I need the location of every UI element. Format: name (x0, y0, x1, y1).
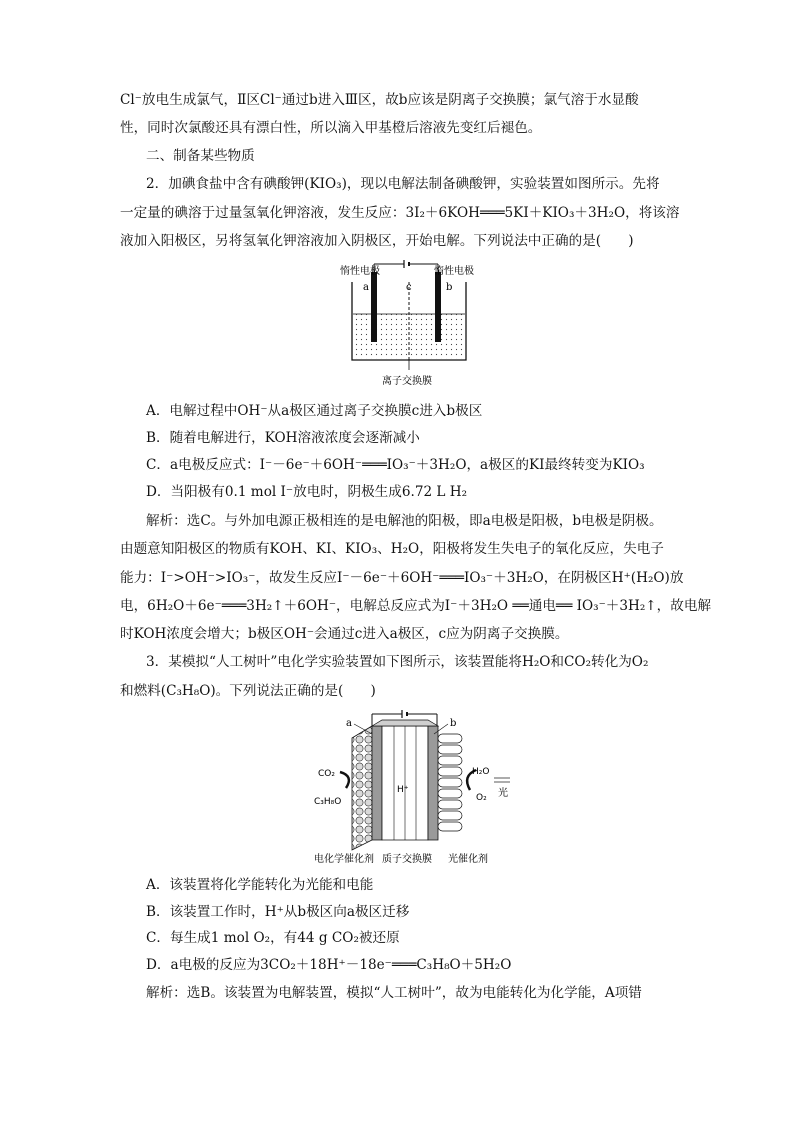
label-c: c (406, 282, 412, 293)
label-a: a (363, 282, 369, 293)
label-a: a (346, 718, 352, 729)
q2-analysis-line: 由题意知阳极区的物质有KOH、KI、KIO₃、H₂O，阳极将发生失电子的氧化反应，失电子 (120, 541, 664, 557)
c3h8o-label: C₃H₈O (314, 797, 342, 807)
q3-option-a: A．该装置将化学能转化为光能和电能 (146, 877, 374, 893)
paragraph-line: Cl⁻放电生成氯气，Ⅱ区Cl⁻通过b进入Ⅲ区，故b应该是阴离子交换膜；氯气溶于水显酸 (120, 92, 639, 108)
section-title: 二、制备某些物质 (146, 148, 255, 164)
label-b: b (450, 718, 457, 729)
q3-stem-line: 3．某模拟“人工树叶”电化学实验装置如下图所示，该装置能将H₂O和CO₂转化为O₂ (146, 654, 649, 670)
o2-label: O₂ (476, 793, 487, 803)
q3-option-d: D．a电极的反应为3CO₂＋18H⁺－18e⁻═══C₃H₈O＋5H₂O (146, 957, 512, 973)
right-electrode-label: 惰性电极 (434, 266, 474, 277)
q2-option-d: D．当阳极有0.1 mol I⁻放电时，阴极生成6.72 L H₂ (146, 484, 468, 500)
q2-stem-line: 一定量的碘溶于过量氢氧化钾溶液，发生反应：3I₂＋6KOH═══5KI＋KIO₃＋3H₂O，将该溶 (120, 205, 680, 221)
h-plus-label: H⁺ (397, 785, 409, 795)
q2-analysis-line: 能力：I⁻>OH⁻>IO₃⁻，故发生反应I⁻－6e⁻＋6OH⁻═══IO₃⁻＋3H₂O，在阴极区H⁺(H₂O)放 (120, 570, 684, 586)
label-b: b (446, 282, 453, 293)
co2-label: CO₂ (318, 769, 335, 779)
q2-analysis-line: 时KOH浓度会增大；b极区OH⁻会通过c进入a极区，c应为阴离子交换膜。 (120, 626, 569, 642)
q2-option-a: A．电解过程中OH⁻从a极区通过离子交换膜c进入b极区 (146, 403, 483, 419)
q2-stem-line: 液加入阳极区，另将氢氧化钾溶液加入阴极区，开始电解。下列说法中正确的是( ) (120, 233, 634, 249)
light-label: 光 (498, 788, 508, 799)
left-electrode-label: 惰性电极 (340, 266, 380, 277)
caption-electrocatalyst: 电化学催化剂 (314, 854, 374, 865)
q3-stem-line: 和燃料(C₃H₈O)。下列说法正确的是( ) (120, 683, 376, 699)
paragraph-line: 性，同时次氯酸还具有漂白性，所以滴入甲基橙后溶液先变红后褪色。 (120, 120, 542, 136)
q2-analysis-line: 解析：选C。与外加电源正极相连的是电解池的阳极，即a电极是阳极，b电极是阴极。 (146, 513, 663, 529)
electrolysis-cell-diagram (330, 258, 490, 392)
q2-option-b: B．随着电解进行，KOH溶液浓度会逐渐减小 (146, 430, 420, 446)
q3-analysis-line: 解析：选B。该装置为电解装置，模拟“人工树叶”，故为电能转化为化学能，A项错 (146, 985, 642, 1001)
q2-option-c: C．a电极反应式：I⁻－6e⁻＋6OH⁻═══IO₃⁻＋3H₂O，a极区的KI最终转变为KIO₃ (146, 457, 645, 473)
artificial-leaf-diagram (310, 708, 520, 868)
q2-analysis-line: 电，6H₂O＋6e⁻═══3H₂↑＋6OH⁻，电解总反应式为I⁻＋3H₂O ══通电══ IO₃⁻＋3H₂↑，故电解 (120, 598, 712, 614)
q3-option-b: B．该装置工作时，H⁺从b极区向a极区迁移 (146, 904, 410, 920)
q2-stem-line: 2．加碘食盐中含有碘酸钾(KIO₃)，现以电解法制备碘酸钾，实验装置如图所示。先将 (146, 176, 660, 192)
caption-photocatalyst: 光催化剂 (448, 854, 488, 865)
membrane-label: 离子交换膜 (382, 376, 432, 387)
q3-option-c: C．每生成1 mol O₂，有44 g CO₂被还原 (146, 930, 400, 946)
h2o-label: H₂O (472, 767, 490, 777)
caption-membrane: 质子交换膜 (382, 854, 432, 865)
